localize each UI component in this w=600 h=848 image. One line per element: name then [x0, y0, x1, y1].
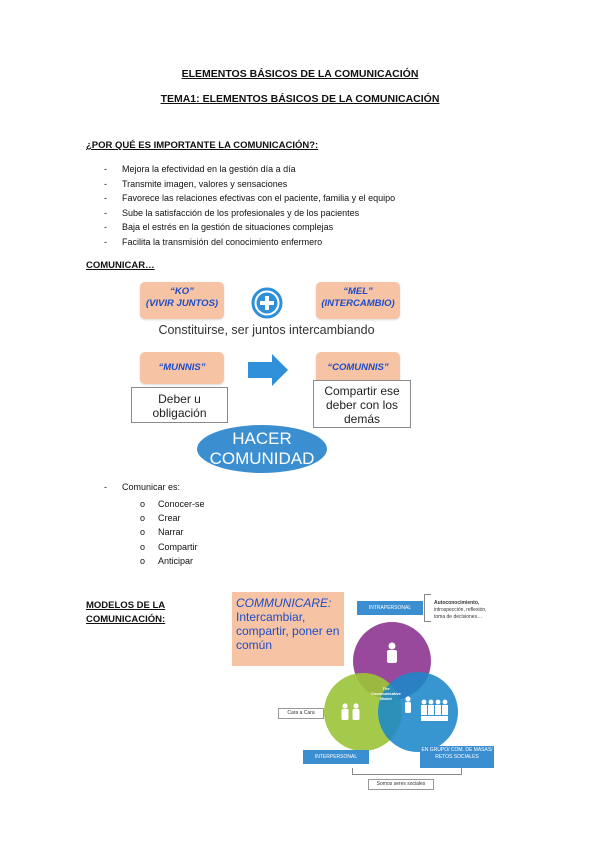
- ko-label: “KO”: [170, 286, 194, 297]
- modelos-heading-line2: COMUNICACIÓN:: [86, 614, 166, 625]
- pair-icon: [340, 703, 362, 726]
- comunnis-box: “COMUNNIS”: [316, 352, 400, 384]
- comunicar-es-list: [140, 497, 205, 568]
- modelos-heading-line1: MODELOS DE LA: [86, 600, 166, 611]
- bottom-bracket: [352, 768, 462, 775]
- comunicar-es-label: Comunicar es:: [122, 482, 181, 492]
- ko-box: [140, 282, 224, 319]
- plus-icon: [251, 287, 283, 319]
- communicare-title: COMMUNICARE:: [236, 596, 332, 610]
- comunicar-heading: COMUNICAR…: [86, 260, 155, 271]
- hacer-comunidad-ellipse: [197, 425, 327, 473]
- list-item: - Favorece las relaciones efectivas con el paciente, familia y el equipo: [104, 191, 395, 206]
- mel-label: “MEL”: [343, 286, 373, 297]
- arrow-right-icon: [246, 353, 290, 387]
- list-item: o Compartir: [140, 541, 198, 552]
- list-item: - Transmite imagen, valores y sensaciones: [104, 177, 395, 192]
- mel-box: [316, 282, 400, 319]
- constituirse-text: Constituirse, ser juntos intercambiando: [158, 323, 375, 337]
- person-icon: [384, 642, 400, 669]
- munnis-box: “MUNNIS”: [140, 352, 224, 384]
- seres-label: Somos seres sociales: [368, 779, 434, 790]
- document-title: ELEMENTOS BÁSICOS DE LA COMUNICACIÓN: [181, 68, 419, 80]
- modelos-infographic: [230, 590, 520, 800]
- document-subtitle: TEMA1: ELEMENTOS BÁSICOS DE LA COMUNICACIÓN: [160, 93, 440, 105]
- list-item: o Anticipar: [140, 555, 194, 566]
- communicare-box: [232, 592, 344, 666]
- mel-sub-label: (INTERCAMBIO): [321, 298, 395, 309]
- grupo-label: EN GRUPO/ COM. DE MASAS/ RETOS SOCIALES: [420, 746, 494, 768]
- bracket: [424, 594, 431, 622]
- intrapersonal-label: INTRAPERSONAL: [357, 601, 423, 615]
- modelos-heading: [86, 599, 165, 627]
- why-heading: ¿POR QUÉ ES IMPORTANTE LA COMUNICACIÓN?:: [86, 140, 319, 151]
- list-item: o Narrar: [140, 527, 184, 538]
- list-item: - Sube la satisfacción de los profesionales y de los pacientes: [104, 206, 395, 221]
- list-item: o Conocer-se: [140, 499, 205, 509]
- why-list: [104, 162, 395, 250]
- list-item: - Mejora la efectividad en la gestión día a día: [104, 162, 395, 177]
- center-label: The Communicative Model: [371, 686, 401, 701]
- comunidad-label: COMUNIDAD: [209, 449, 315, 468]
- deber-box: Deber u obligación: [131, 387, 228, 423]
- interpersonal-label: INTERPERSONAL: [303, 750, 369, 764]
- list-item: o Crear: [140, 513, 181, 524]
- ko-sub-label: (VIVIR JUNTOS): [145, 298, 219, 309]
- group-icon: [402, 696, 452, 727]
- comunicar-infographic: [123, 280, 410, 475]
- compartir-box: Compartir ese deber con los demás: [313, 380, 411, 428]
- list-item: - Facilita la transmisión del conocimiento enfermero: [104, 235, 395, 250]
- auto-text: Autoconocimiento, introspección, reflexión, toma de decisiones…: [434, 600, 487, 620]
- list-item: - Baja el estrés en la gestión de situaciones complejas: [104, 220, 395, 235]
- cara-label: Cara a Cara: [278, 708, 324, 719]
- communicare-text: Intercambiar, compartir, poner en común: [236, 610, 340, 652]
- hacer-label: HACER: [232, 429, 292, 448]
